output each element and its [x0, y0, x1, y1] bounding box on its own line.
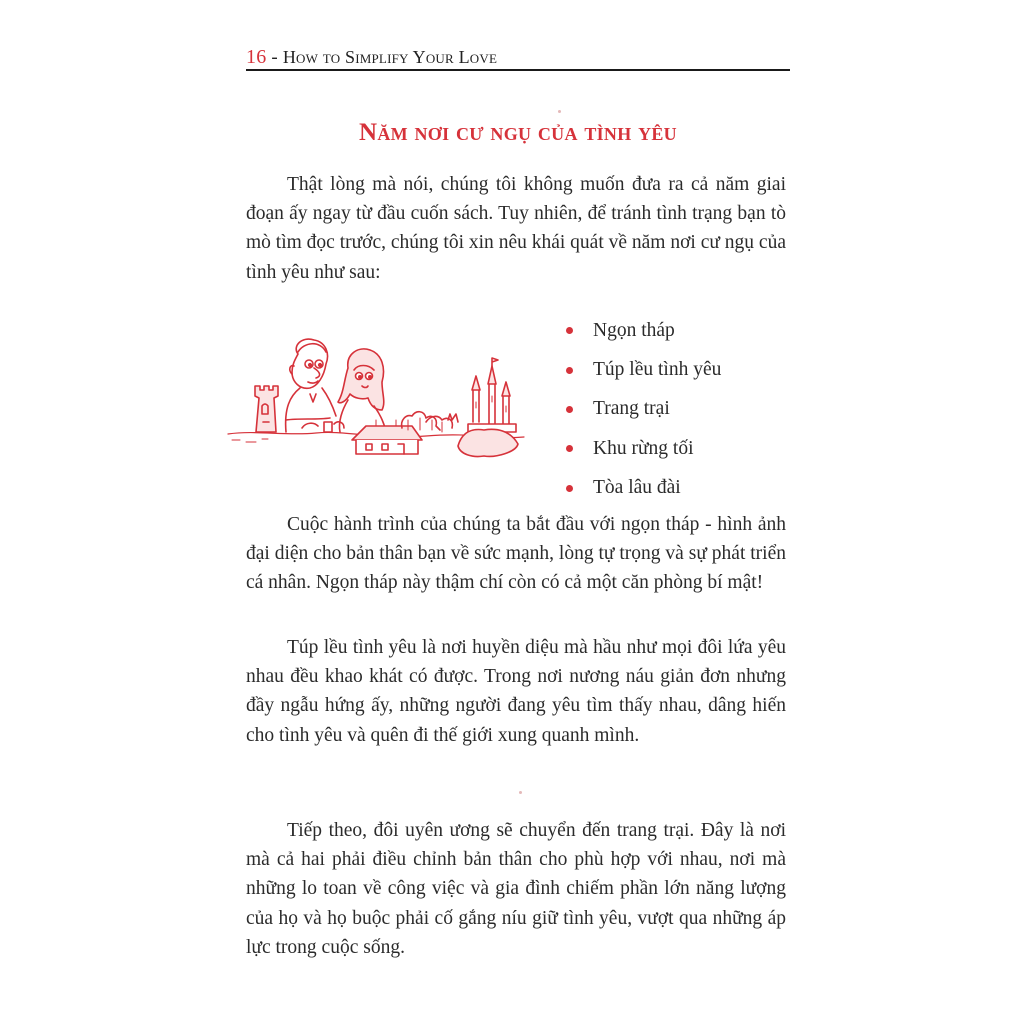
- list-item-label: Tòa lâu đài: [593, 477, 681, 499]
- list-item-label: Trang trại: [593, 398, 670, 420]
- list-item: [566, 429, 721, 468]
- paper-speck: [558, 110, 561, 113]
- bullet-dot-icon: [566, 485, 573, 492]
- running-head-separator: -: [266, 47, 283, 68]
- list-item-label: Túp lều tình yêu: [593, 359, 722, 381]
- woman-icon: [338, 349, 386, 432]
- list-item-label: Ngọn tháp: [593, 319, 675, 341]
- farmhouse-icon: [352, 420, 422, 454]
- header-rule: [246, 69, 790, 71]
- list-item: [566, 311, 721, 350]
- castle-icon: [458, 358, 518, 457]
- paragraph: Túp lều tình yêu là nơi huyền diệu mà hầu như mọi đôi lứa yêu nhau đều khao khát có được. Trong nơi nương náu giản đơn nhưng đầy ngẫu hứng ấy, những người đang yêu tìm thấy nhau, dâng hiến cho tình yêu và quên đi thế giới xung quanh mình.: [246, 637, 786, 746]
- paper-speck: [519, 791, 522, 794]
- paragraph: Tiếp theo, đôi uyên ương sẽ chuyển đến trang trại. Đây là nơi mà cả hai phải điều chỉnh bản thân cho phù hợp với nhau, nơi mà những lo toan về công việc và gia đình chiếm phần lớn năng lượng của họ và họ buộc phải cố gắng níu giữ tình yêu, vượt qua những áp lực trong cuộc sống.: [246, 820, 786, 958]
- tower-icon: [255, 386, 278, 432]
- bullet-dot-icon: [566, 327, 573, 334]
- list-item: [566, 390, 721, 429]
- paragraph: Thật lòng mà nói, chúng tôi không muốn đưa ra cả năm giai đoạn ấy ngay từ đầu cuốn sách. Tuy nhiên, để tránh tình trạng bạn tò mò tìm đọc trước, chúng tôi xin nêu khái quát về năm nơi cư ngụ của tình yêu như sau:: [246, 174, 786, 283]
- page-number: 16: [246, 46, 267, 68]
- chapter-title: Năm nơi cư ngụ của tình yêu: [359, 119, 677, 146]
- man-icon: [286, 339, 336, 432]
- bullet-dot-icon: [566, 406, 573, 413]
- bullet-dot-icon: [566, 445, 573, 452]
- dwelling-list: [566, 311, 721, 508]
- bullet-dot-icon: [566, 367, 573, 374]
- book-title: How to Simplify Your Love: [282, 47, 498, 67]
- list-item-label: Khu rừng tối: [593, 437, 694, 459]
- paragraph: Cuộc hành trình của chúng ta bắt đầu với ngọn tháp - hình ảnh đại diện cho bản thân bạn về sức mạnh, lòng tự trọng và sự phát triển cá nhân. Ngọn tháp này thậm chí còn có cả một căn phòng bí mật!: [246, 514, 786, 594]
- list-item: [566, 469, 721, 508]
- list-item: [566, 350, 721, 389]
- running-head: [246, 46, 497, 69]
- couple-illustration: [226, 336, 526, 476]
